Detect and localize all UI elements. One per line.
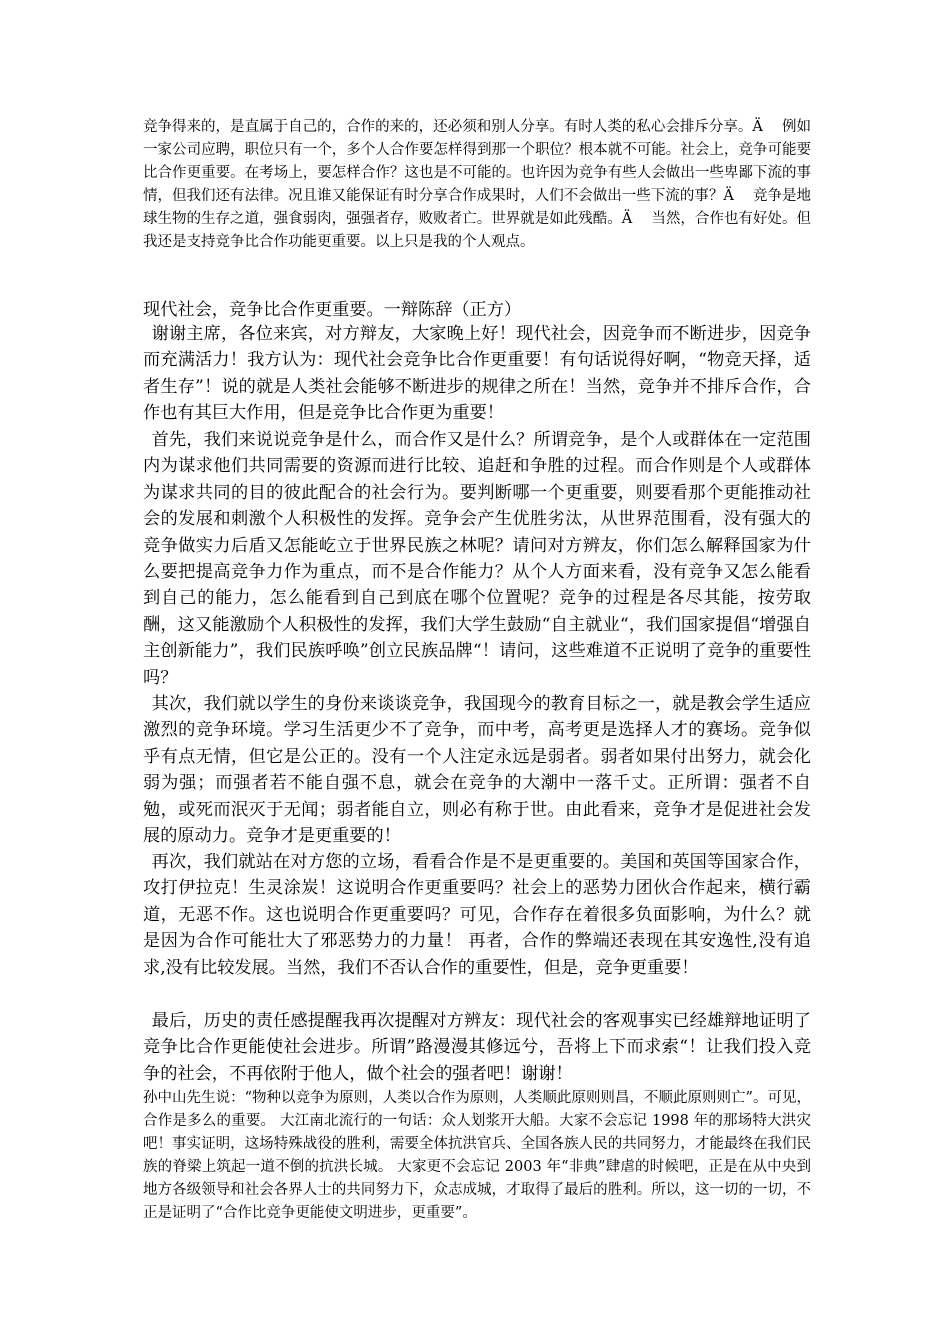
third-point-paragraph: 再次，我们就站在对方您的立场，看看合作是不是更重要的。美国和英国等国家合作，攻打伊拉克！生灵涂炭！这说明合作更重要吗？社会上的恶势力团伙合作起来，横行霸道，无恶不作。这也说明合作更重要吗？可见，合作存在着很多负面影响，为什么？就是因为合作可能壮大了邪恶势力的力量！ 再者，合作的弊端还表现在其安逸性,没有追求,没有比较发展。当然，我们不否认合作的重要性，但是，竞争更重要！ xyxy=(143,852,811,978)
opening-paragraph: 谢谢主席，各位来宾，对方辩友，大家晚上好！现代社会，因竞争而不断进步，因竞争而充满活力！我方认为：现代社会竞争比合作更重要！有句话说得好啊，“物竞天择，适者生存”！说的就是人类社会能够不断进步的规律之所在！当然，竞争并不排斥合作，合作也有其巨大作用，但是竞争比合作更为重要！ xyxy=(143,324,811,424)
first-point-paragraph: 首先，我们来说说竞争是什么，而合作又是什么？所谓竞争，是个人或群体在一定范围内为谋求他们共同需要的资源而进行比较、追赶和争胜的过程。而合作则是个人或群体为谋求共同的目的彼此配合的社会行为。要判断哪一个更重要，则要看那个更能推动社会的发展和刺激个人积极性的发挥。竞争会产生优胜劣汰，从世界范围看，没有强大的竞争做实力后盾又怎能屹立于世界民族之林呢？请问对方辨友，你们怎么解释国家为什么要把提高竞争力作为重点，而不是合作能力？从个人方面来看，没有竞争又怎么能看到自己的能力，怎么能看到自己到底在哪个位置呢？竞争的过程是各尽其能，按劳取酬，这又能激励个人积极性的发挥，我们大学生鼓励“自主就业“，我们国家提倡“增强自主创新能力”，我们民族呼唤”创立民族品牌“！请问，这些难道不正说明了竞争的重要性吗？ xyxy=(143,430,811,688)
counterpoint-paragraph: 孙中山先生说：“物种以竞争为原则，人类以合作为原则，人类顺此原则则昌，不顺此原则则亡”。可见，合作是多么的重要。 大江南北流行的一句话：众人划浆开大船。大家不会忘记 1998 年的那场特大洪灾吧！事实证明，这场特殊战役的胜利，需要全体抗洪官兵、全国各族人民的共同努力，才能最终在我们民族的脊梁上筑起一道不倒的抗洪长城。 大家更不会忘记 2003 年“非典”肆虐的时候吧，正是在从中央到地方各级领导和社会各界人士的共同努力下，众志成城，才取得了最后的胜利。所以，这一切的一切，不正是证明了“合作比竞争更能使文明进步，更重要”。 xyxy=(143,1090,811,1221)
debate-title: 现代社会，竞争比合作更重要。一辩陈辞（正方） xyxy=(143,300,522,320)
second-point-paragraph: 其次，我们就以学生的身份来谈谈竞争，我国现今的教育目标之一，就是教会学生适应激烈的竞争环境。学习生活更少不了竞争，而中考，高考更是选择人才的赛场。竞争似乎有点无情，但它是公正的。没有一个人注定永远是弱者。弱者如果付出努力，就会化弱为强；而强者若不能自强不息，就会在竞争的大潮中一落千丈。正所谓：强者不自勉，或死而泯灭于无闻；弱者能自立，则必有称于世。由此看来，竞争才是促进社会发展的原动力。竞争才是更重要的！ xyxy=(143,694,811,847)
closing-paragraph: 最后，历史的责任感提醒我再次提醒对方辨友：现代社会的客观事实已经雄辩地证明了竞争比合作更能使社会进步。所谓”路漫漫其修远兮，吾将上下而求索“！让我们投入竞争的社会，不再依附于他人，做个社会的强者吧！谢谢！ xyxy=(143,1011,811,1084)
intro-paragraph: 竞争得来的，是直属于自己的，合作的来的，还必须和别人分享。有时人类的私心会排斥分享。Ä 例如一家公司应聘，职位只有一个，多个人合作要怎样得到那一个职位？根本就不可能。社会上，竞争可能要比合作更重要。在考场上，要怎样合作？这也是不可能的。也许因为竞争有些人会做出一些卑鄙下流的事情，但我们还有法律。况且谁又能保证有时分享合作成果时，人们不会做出一些下流的事？Ä 竞争是地球生物的生存之道，强食弱肉，强强者存，败败者亡。世界就是如此残酷。Ä 当然，合作也有好处。但我还是支持竞争比合作功能更重要。以上只是我的个人观点。 xyxy=(143,119,811,250)
document-page xyxy=(143,116,811,1247)
